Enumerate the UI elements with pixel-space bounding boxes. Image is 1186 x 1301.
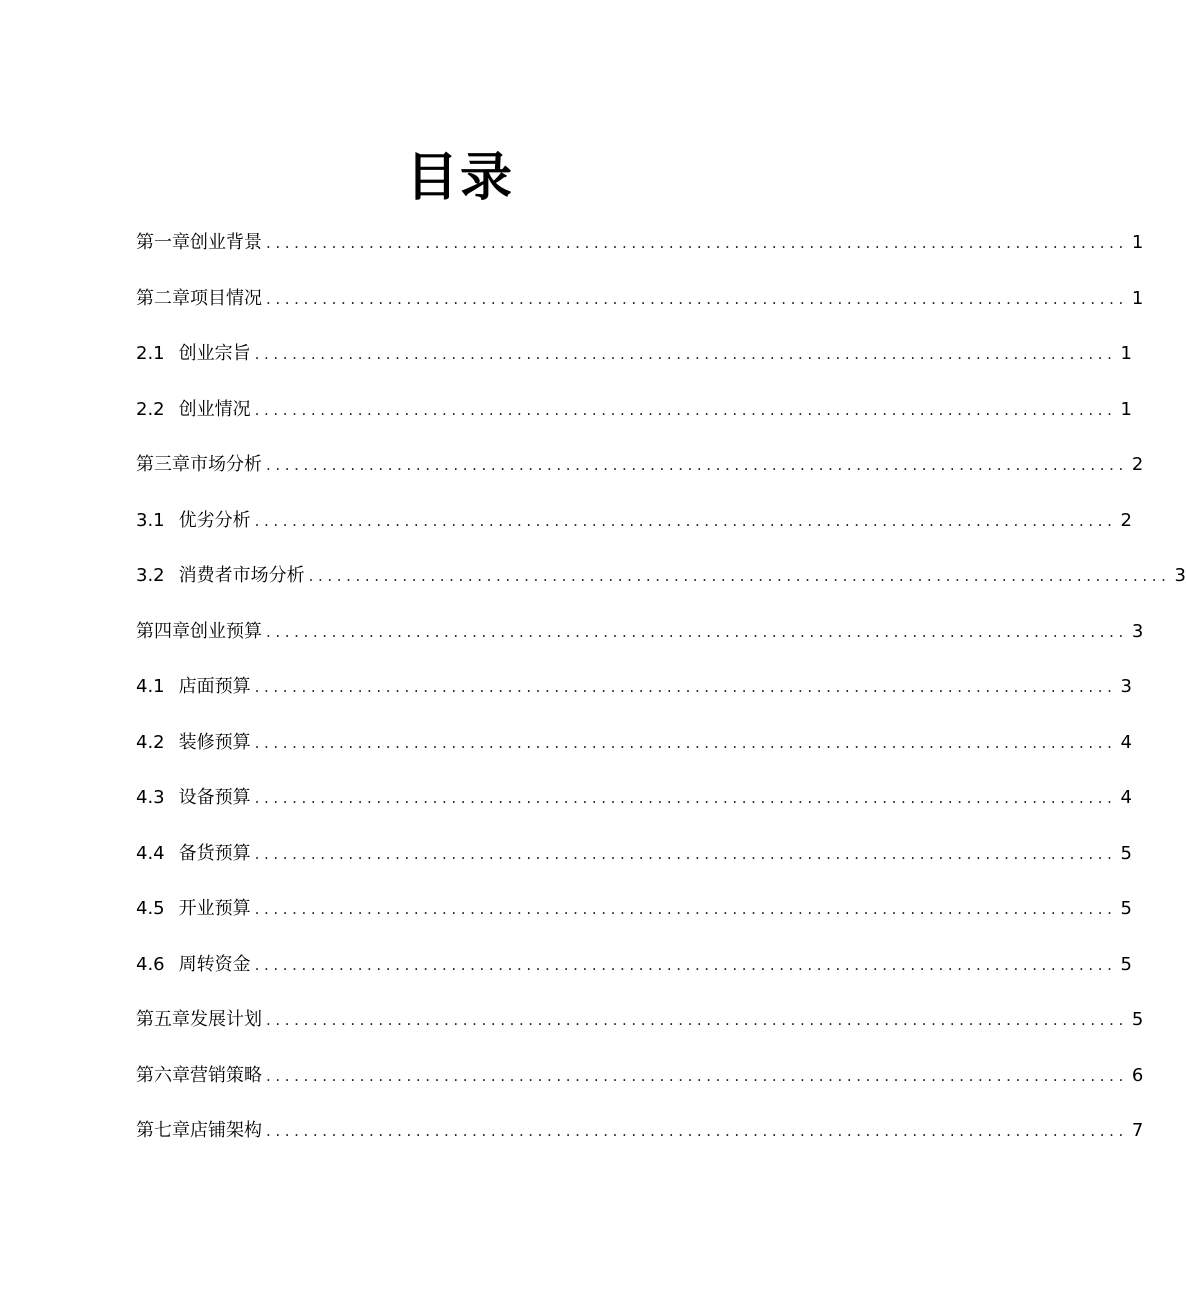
toc-page-number: 5: [1120, 898, 1132, 919]
toc-entry-number: 2.2: [136, 398, 165, 420]
toc-entry-number: 4.3: [136, 787, 165, 808]
toc-entry-number: 3.1: [136, 509, 165, 531]
toc-entry-label: [136, 337, 251, 371]
toc-leader-dots: ............................................................................................: [266, 622, 1128, 641]
toc-entry: [136, 948, 1132, 1004]
toc-page-number: 2: [1131, 454, 1144, 475]
toc-entry-text: 优劣分析: [178, 509, 251, 531]
toc-entry: [136, 448, 1144, 504]
toc-leader-dots: ............................................................................................: [254, 678, 1117, 696]
toc-entry-label: [136, 393, 251, 427]
toc-page-number: 5: [1120, 953, 1132, 975]
toc-leader-dots: ............................................................................................: [308, 567, 1171, 585]
toc-entry-text: 第二章项目情况: [136, 287, 262, 309]
toc-page-number: 1: [1120, 343, 1132, 364]
toc-entry: [136, 837, 1132, 893]
toc-leader-dots: ............................................................................................: [254, 844, 1117, 863]
toc-page-number: 1: [1120, 398, 1132, 420]
toc-page-number: 6: [1131, 1064, 1144, 1086]
toc-entry-text: 创业宗旨: [178, 343, 251, 364]
toc-title: 目录: [405, 147, 514, 208]
toc-entry: [136, 1003, 1144, 1059]
toc-entry-label: [136, 892, 251, 926]
toc-entry-number: 4.5: [136, 898, 165, 919]
toc-entry-text: 装修预算: [178, 731, 251, 753]
toc-entry: [136, 282, 1144, 338]
toc-list: [136, 226, 1186, 1170]
toc-leader-dots: ............................................................................................: [254, 955, 1117, 974]
toc-entry-text: 第五章发展计划: [136, 1009, 262, 1030]
toc-page-number: 3: [1131, 620, 1144, 642]
toc-leader-dots: ............................................................................................: [254, 733, 1117, 752]
toc-entry-label: [136, 726, 251, 760]
toc-entry-text: 消费者市场分析: [178, 565, 305, 586]
toc-entry: [136, 337, 1132, 393]
toc-entry-text: 第一章创业背景: [136, 232, 262, 253]
toc-entry-text: 第六章营销策略: [136, 1064, 262, 1086]
toc-entry: [136, 504, 1132, 560]
toc-entry: [136, 226, 1144, 282]
toc-entry-number: 3.2: [136, 565, 165, 586]
toc-entry: [136, 559, 1186, 615]
toc-entry-text: 周转资金: [178, 953, 251, 975]
toc-entry-label: [136, 504, 251, 538]
toc-entry-label: [136, 615, 262, 649]
toc-entry-number: 4.1: [136, 676, 165, 697]
toc-entry-number: 4.2: [136, 731, 165, 753]
toc-entry-number: 2.1: [136, 343, 165, 364]
toc-page-number: 2: [1120, 509, 1132, 531]
toc-entry-text: 创业情况: [178, 398, 251, 420]
toc-page-number: 3: [1174, 565, 1186, 586]
toc-page-number: 5: [1120, 842, 1132, 864]
toc-entry-label: [136, 1114, 262, 1148]
toc-entry-label: [136, 282, 262, 316]
toc-leader-dots: ............................................................................................: [266, 1122, 1128, 1140]
toc-page-number: 5: [1131, 1009, 1144, 1030]
toc-entry-label: [136, 226, 262, 260]
toc-page-number: 4: [1120, 787, 1132, 808]
toc-entry-label: [136, 837, 251, 871]
toc-page-number: 1: [1131, 287, 1144, 309]
toc-entry: [136, 393, 1132, 449]
toc-entry-text: 开业预算: [178, 898, 251, 919]
toc-entry-text: 第四章创业预算: [136, 620, 262, 642]
toc-entry-text: 备货预算: [178, 842, 251, 864]
toc-entry-label: [136, 1059, 262, 1093]
toc-leader-dots: ............................................................................................: [266, 1011, 1128, 1029]
toc-entry-text: 设备预算: [178, 787, 251, 808]
toc-entry-label: [136, 1003, 262, 1037]
toc-entry-label: [136, 559, 305, 593]
toc-entry-label: [136, 948, 251, 982]
toc-entry: [136, 670, 1132, 726]
toc-leader-dots: ............................................................................................: [266, 289, 1128, 308]
toc-entry-text: 第三章市场分析: [136, 454, 262, 475]
toc-entry-label: [136, 781, 251, 815]
toc-leader-dots: ............................................................................................: [254, 900, 1117, 918]
toc-leader-dots: ............................................................................................: [254, 789, 1117, 807]
toc-entry: [136, 892, 1132, 948]
toc-entry: [136, 1114, 1144, 1170]
toc-entry: [136, 781, 1132, 837]
toc-leader-dots: ............................................................................................: [254, 345, 1117, 363]
toc-entry-number: 4.4: [136, 842, 165, 864]
toc-leader-dots: ............................................................................................: [254, 400, 1117, 419]
toc-leader-dots: ............................................................................................: [266, 456, 1128, 474]
toc-page-number: 3: [1120, 676, 1132, 697]
toc-leader-dots: ............................................................................................: [254, 511, 1117, 530]
toc-page-number: 1: [1131, 232, 1144, 253]
toc-entry-text: 第七章店铺架构: [136, 1120, 262, 1141]
toc-leader-dots: ............................................................................................: [266, 1066, 1128, 1085]
toc-page-number: 7: [1131, 1120, 1144, 1141]
toc-entry-label: [136, 448, 262, 482]
toc-entry: [136, 1059, 1144, 1115]
toc-entry: [136, 726, 1132, 782]
toc-entry-label: [136, 670, 251, 704]
toc-entry-number: 4.6: [136, 953, 165, 975]
toc-leader-dots: ............................................................................................: [266, 234, 1128, 252]
toc-entry: [136, 615, 1144, 671]
toc-entry-text: 店面预算: [178, 676, 251, 697]
toc-page-number: 4: [1120, 731, 1132, 753]
